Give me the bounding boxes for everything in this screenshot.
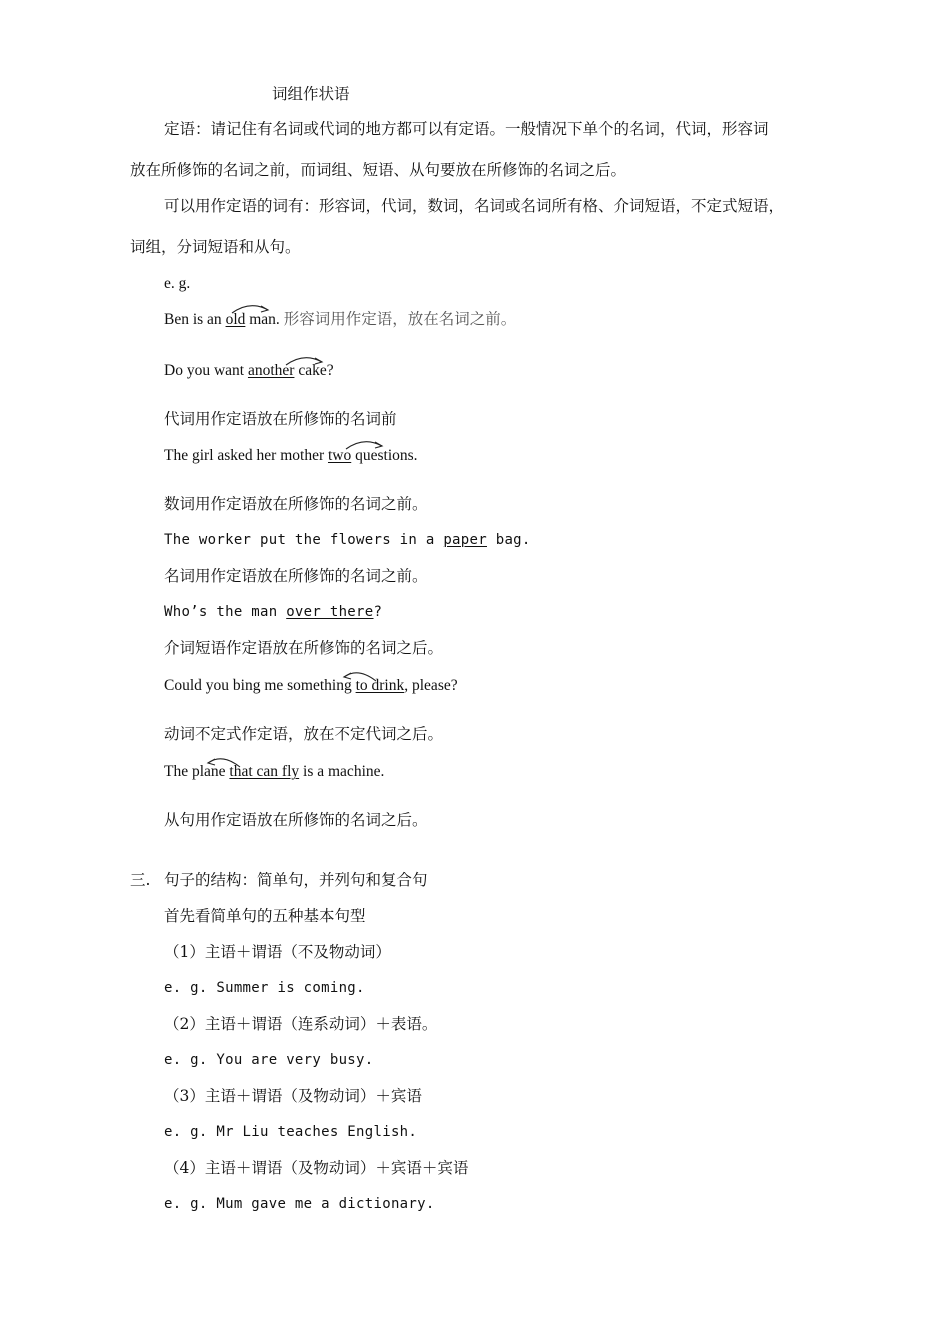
note-noun: 名词用作定语放在所修饰的名词之前。 — [164, 567, 428, 585]
pattern-4: （4）主语＋谓语（及物动词）＋宾语＋宾语 — [164, 1159, 469, 1177]
attributive-words-line-2: 词组，分词短语和从句。 — [130, 238, 301, 256]
underlined-modifier: that can fly — [229, 763, 300, 780]
attributive-words-line-1: 可以用作定语的词有：形容词，代词，数词，名词或名词所有格、介词短语，不定式短语， — [164, 197, 785, 215]
underlined-modifier: old — [225, 311, 246, 328]
example-adjective: Ben is an old man. 形容词用作定语，放在名词之前。 — [164, 311, 517, 328]
underlined-modifier: another — [247, 362, 295, 379]
example-numeral: The girl asked her mother two questions. — [164, 447, 418, 464]
attributive-definition-line-1: 定语：请记住有名词或代词的地方都可以有定语。一般情况下单个的名词，代词，形容词 — [164, 120, 769, 138]
section-number: 三. — [130, 871, 151, 889]
curved-arrow-icon — [340, 669, 380, 683]
curved-arrow-icon — [230, 302, 274, 316]
curved-arrow-icon — [344, 438, 388, 452]
pattern-3-example: e. g. Mr Liu teaches English. — [164, 1124, 418, 1140]
note-infinitive: 动词不定式作定语，放在不定代词之后。 — [164, 725, 444, 743]
pattern-1-example: e. g. Summer is coming. — [164, 980, 365, 996]
curved-arrow-icon — [204, 755, 244, 769]
note-numeral: 数词用作定语放在所修饰的名词之前。 — [164, 495, 428, 513]
heading-phrase-adverbial: 词组作状语 — [272, 85, 350, 103]
curved-arrow-icon — [284, 354, 328, 368]
pattern-3: （3）主语＋谓语（及物动词）＋宾语 — [164, 1087, 422, 1105]
eg-label: e. g. — [164, 275, 191, 292]
example-noun: The worker put the flowers in a paper bag. — [164, 532, 531, 548]
example-clause: The plane that can fly is a machine. — [164, 763, 385, 780]
pattern-4-example: e. g. Mum gave me a dictionary. — [164, 1196, 435, 1212]
note-prepositional-phrase: 介词短语作定语放在所修饰的名词之后。 — [164, 639, 444, 657]
example-infinitive: Could you bing me something to drink, please? — [164, 677, 458, 694]
pattern-2-example: e. g. You are very busy. — [164, 1052, 374, 1068]
sentence-patterns-intro: 首先看简单句的五种基本句型 — [164, 907, 366, 925]
pattern-1: （1）主语＋谓语（不及物动词） — [164, 943, 391, 961]
attributive-definition-line-2: 放在所修饰的名词之前，而词组、短语、从句要放在所修饰的名词之后。 — [130, 161, 627, 179]
underlined-modifier: to drink — [355, 677, 405, 694]
underlined-modifier: over there — [286, 604, 374, 620]
example-prepositional-phrase: Who’s the man over there? — [164, 604, 383, 620]
note-clause: 从句用作定语放在所修饰的名词之后。 — [164, 811, 428, 829]
example-pronoun: Do you want another cake? — [164, 362, 334, 379]
example-note: 形容词用作定语，放在名词之前。 — [279, 311, 517, 328]
underlined-modifier: two — [327, 447, 352, 464]
note-pronoun: 代词用作定语放在所修饰的名词前 — [164, 410, 397, 428]
section-title: 句子的结构：简单句，并列句和复合句 — [164, 871, 428, 889]
pattern-2: （2）主语＋谓语（连系动词）＋表语。 — [164, 1015, 438, 1033]
underlined-modifier: paper — [443, 532, 487, 548]
